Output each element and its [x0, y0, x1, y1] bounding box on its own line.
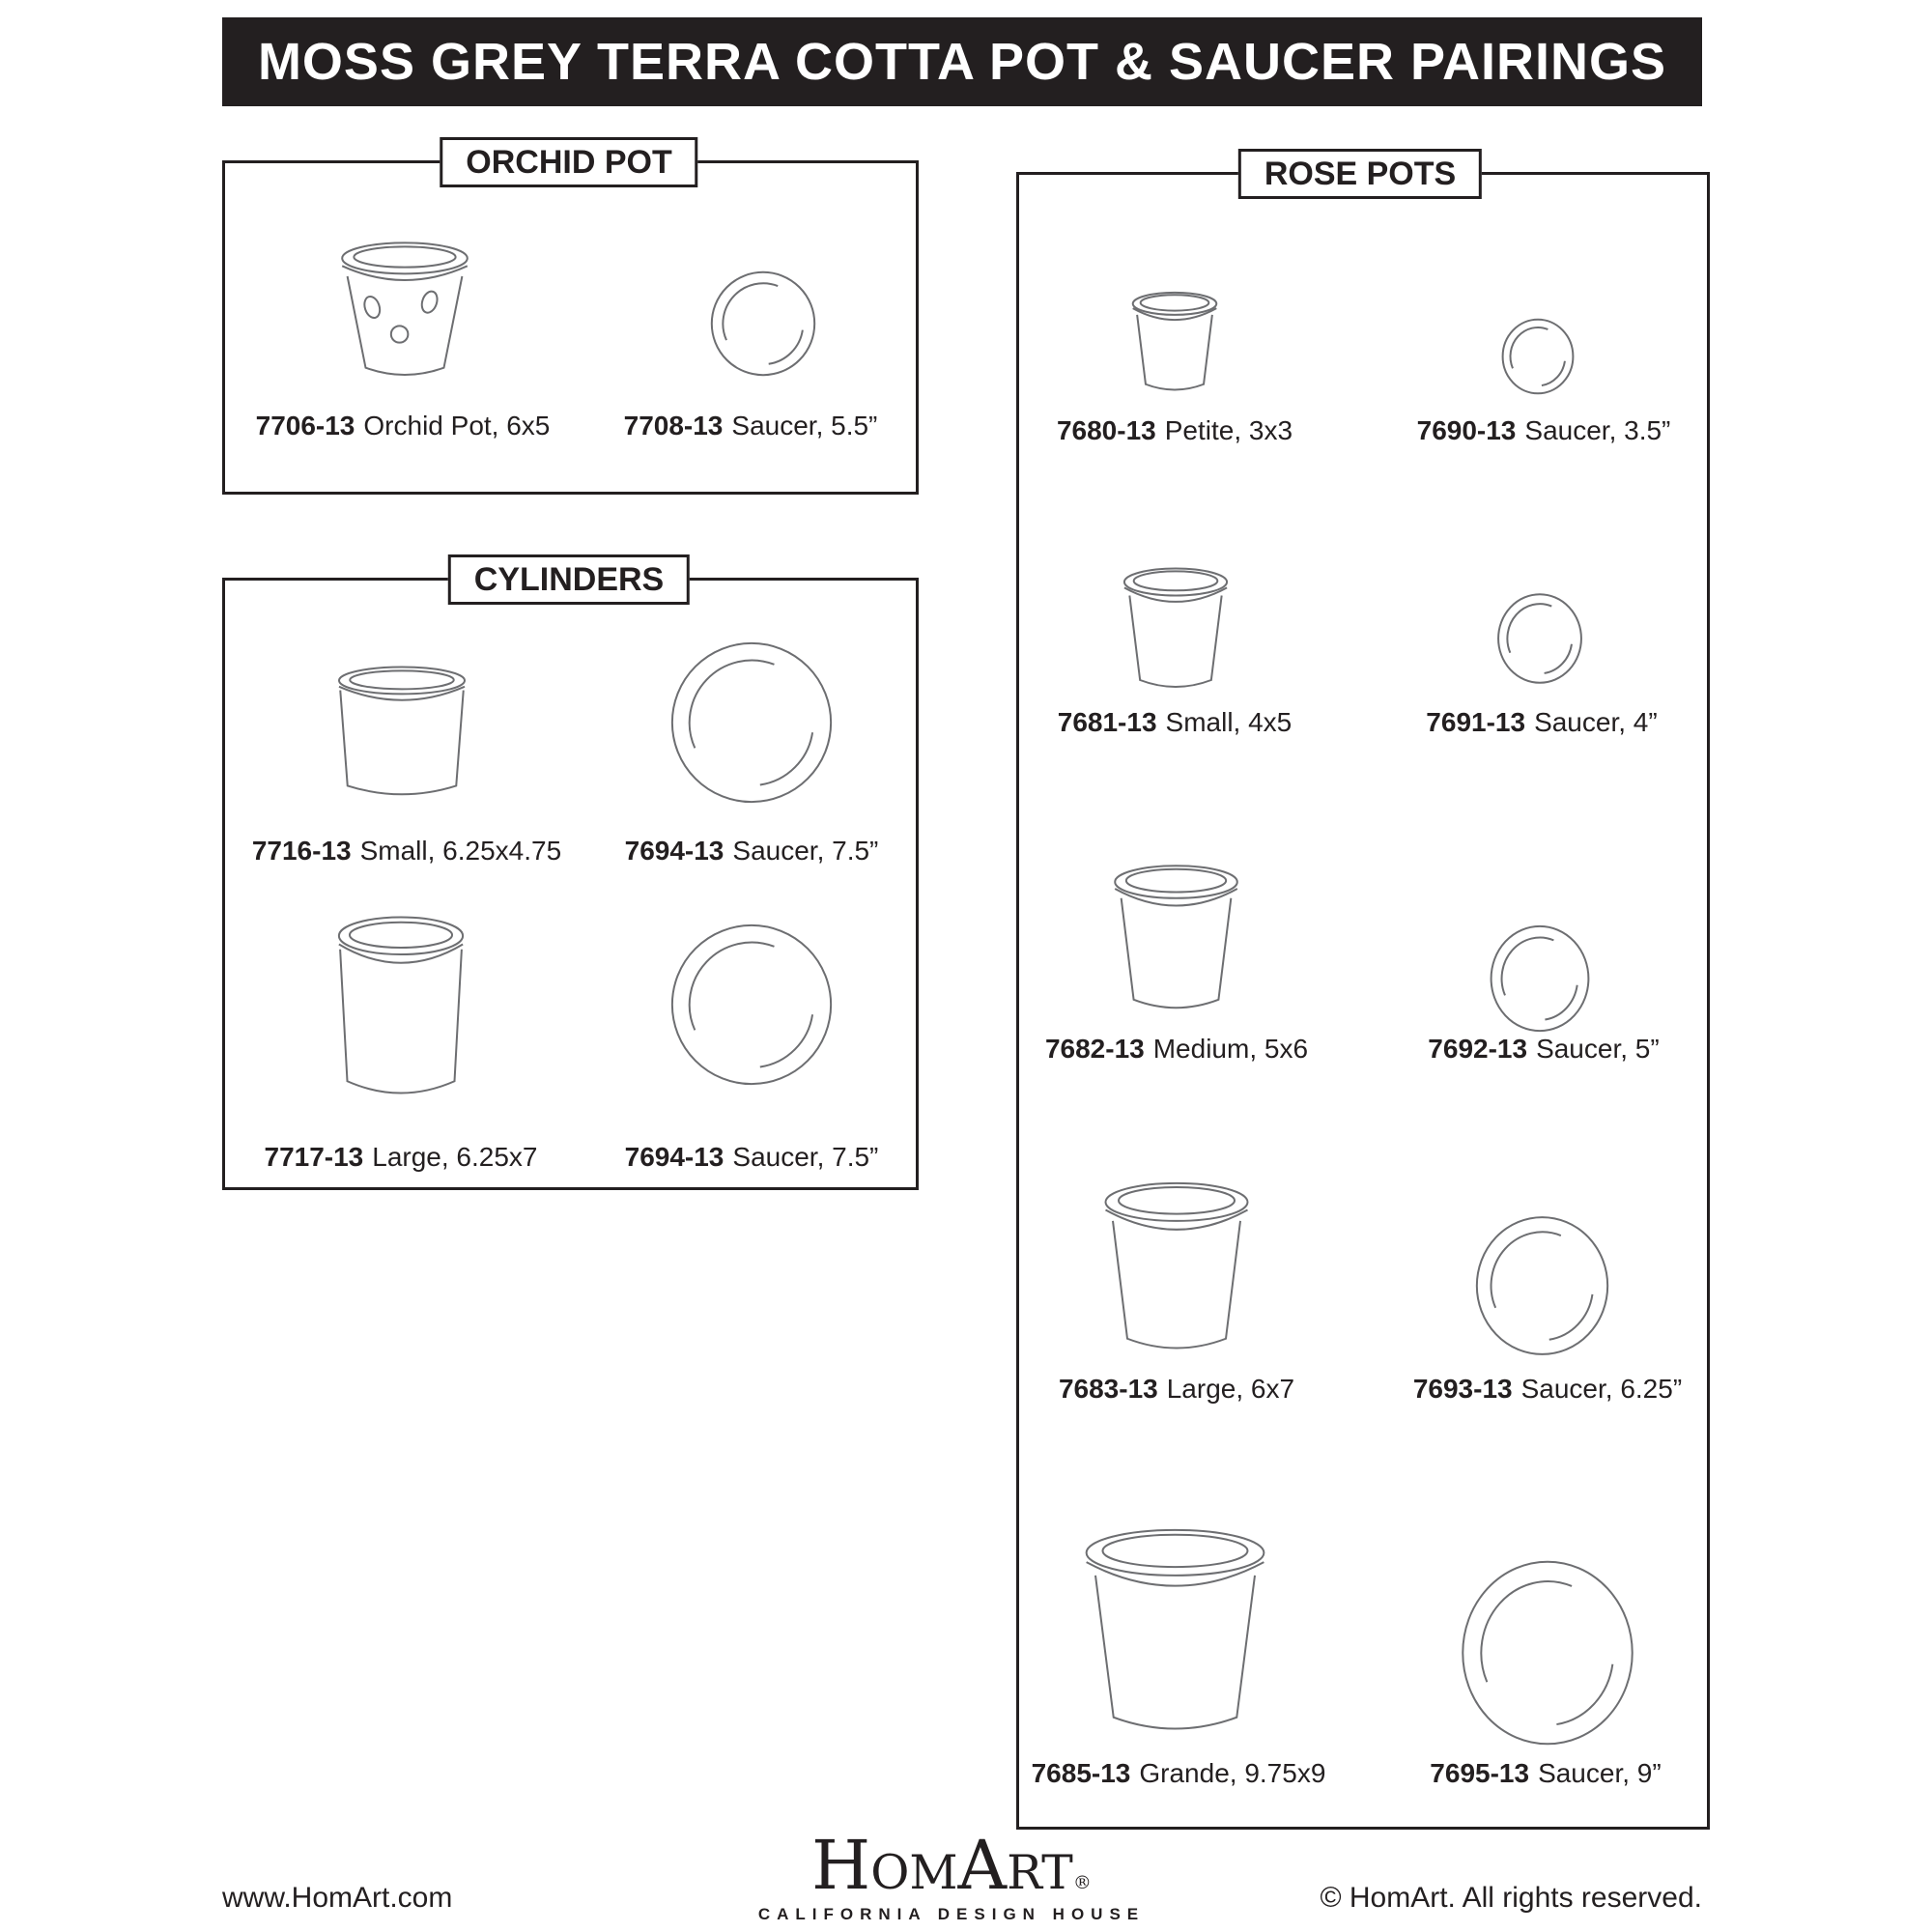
item-sku: 7716-13 [251, 836, 352, 866]
item-desc: Petite, 3x3 [1164, 415, 1293, 445]
item-label-rose-saucer-625 [1413, 1374, 1682, 1405]
item-sku: 7685-13 [1031, 1758, 1131, 1788]
copyright-text: © HomArt. All rights reserved. [1320, 1882, 1702, 1914]
item-label-rose-medium [1045, 1034, 1308, 1065]
item-desc: Saucer, 7.5” [732, 836, 879, 866]
rose-pot-petite-drawing [1123, 290, 1226, 401]
saucer-drawing [1457, 1555, 1638, 1750]
item-label-rose-small [1058, 707, 1292, 738]
item-desc: Large, 6x7 [1166, 1374, 1295, 1404]
website-link[interactable]: www.HomArt.com [222, 1882, 453, 1914]
item-desc: Large, 6.25x7 [372, 1142, 538, 1172]
item-label-cylinder-large [264, 1142, 537, 1173]
item-label-orchid-pot [256, 411, 551, 441]
section-label-rose-pots: ROSE POTS [1238, 149, 1482, 199]
item-desc: Saucer, 9” [1538, 1758, 1662, 1788]
item-desc: Saucer, 4” [1534, 707, 1658, 737]
saucer-drawing [1495, 591, 1584, 686]
item-label-rose-large [1059, 1374, 1294, 1405]
item-sku: 7680-13 [1056, 415, 1156, 445]
saucer-drawing [1500, 317, 1576, 396]
saucer-drawing [667, 920, 837, 1090]
rose-pot-medium-drawing [1101, 862, 1251, 1024]
item-sku: 7694-13 [624, 836, 724, 866]
item-label-rose-saucer-4 [1426, 707, 1657, 738]
item-desc: Saucer, 7.5” [732, 1142, 879, 1172]
rose-pot-large-drawing [1090, 1179, 1264, 1367]
item-sku: 7708-13 [623, 411, 724, 440]
orchid-pot-drawing [327, 238, 483, 392]
registered-mark: ® [1072, 1872, 1092, 1893]
item-desc: Medium, 5x6 [1152, 1034, 1309, 1064]
item-label-cylinder-saucer-2 [625, 1142, 879, 1173]
homart-logo [811, 1826, 1092, 1905]
item-label-rose-petite [1057, 415, 1293, 446]
item-label-cylinder-small [252, 836, 561, 867]
item-sku: 7682-13 [1044, 1034, 1145, 1064]
item-label-rose-saucer-5 [1428, 1034, 1659, 1065]
page-title: MOSS GREY TERRA COTTA POT & SAUCER PAIRINGS [257, 33, 1667, 91]
item-desc: Saucer, 3.5” [1524, 415, 1671, 445]
saucer-drawing [1488, 923, 1592, 1035]
item-sku: 7690-13 [1416, 415, 1517, 445]
item-desc: Saucer, 5” [1536, 1034, 1660, 1064]
rose-pot-grande-drawing [1066, 1524, 1284, 1751]
rose-pot-small-drawing [1113, 565, 1238, 700]
item-sku: 7683-13 [1058, 1374, 1158, 1404]
item-sku: 7691-13 [1426, 707, 1526, 737]
logo-tagline: CALIFORNIA DESIGN HOUSE [757, 1905, 1146, 1923]
homart-logo-text: HomArt [811, 1826, 1073, 1905]
cylinder-small-pot-drawing [329, 665, 474, 811]
item-sku: 7692-13 [1428, 1034, 1528, 1064]
item-desc: Small, 6.25x4.75 [359, 836, 562, 866]
section-label-cylinders: CYLINDERS [448, 554, 690, 605]
saucer-drawing [708, 269, 818, 379]
item-desc: Grande, 9.75x9 [1139, 1758, 1326, 1788]
saucer-drawing [667, 638, 837, 808]
item-sku: 7681-13 [1057, 707, 1157, 737]
item-desc: Orchid Pot, 6x5 [363, 411, 551, 440]
cylinder-large-pot-drawing [329, 914, 472, 1117]
item-label-rose-saucer-9 [1430, 1758, 1661, 1789]
section-label-orchid-pot: ORCHID POT [440, 137, 697, 187]
saucer-drawing [1472, 1212, 1612, 1359]
item-sku: 7694-13 [624, 1142, 724, 1172]
item-desc: Saucer, 6.25” [1520, 1374, 1683, 1404]
item-label-orchid-saucer [624, 411, 878, 441]
item-sku: 7693-13 [1412, 1374, 1513, 1404]
item-sku: 7695-13 [1430, 1758, 1530, 1788]
item-sku: 7706-13 [255, 411, 355, 440]
item-label-rose-grande [1032, 1758, 1326, 1789]
item-desc: Small, 4x5 [1165, 707, 1293, 737]
title-bar [222, 17, 1702, 106]
item-label-cylinder-saucer-1 [625, 836, 879, 867]
item-desc: Saucer, 5.5” [731, 411, 878, 440]
item-sku: 7717-13 [264, 1142, 364, 1172]
item-label-rose-saucer-35 [1417, 415, 1671, 446]
